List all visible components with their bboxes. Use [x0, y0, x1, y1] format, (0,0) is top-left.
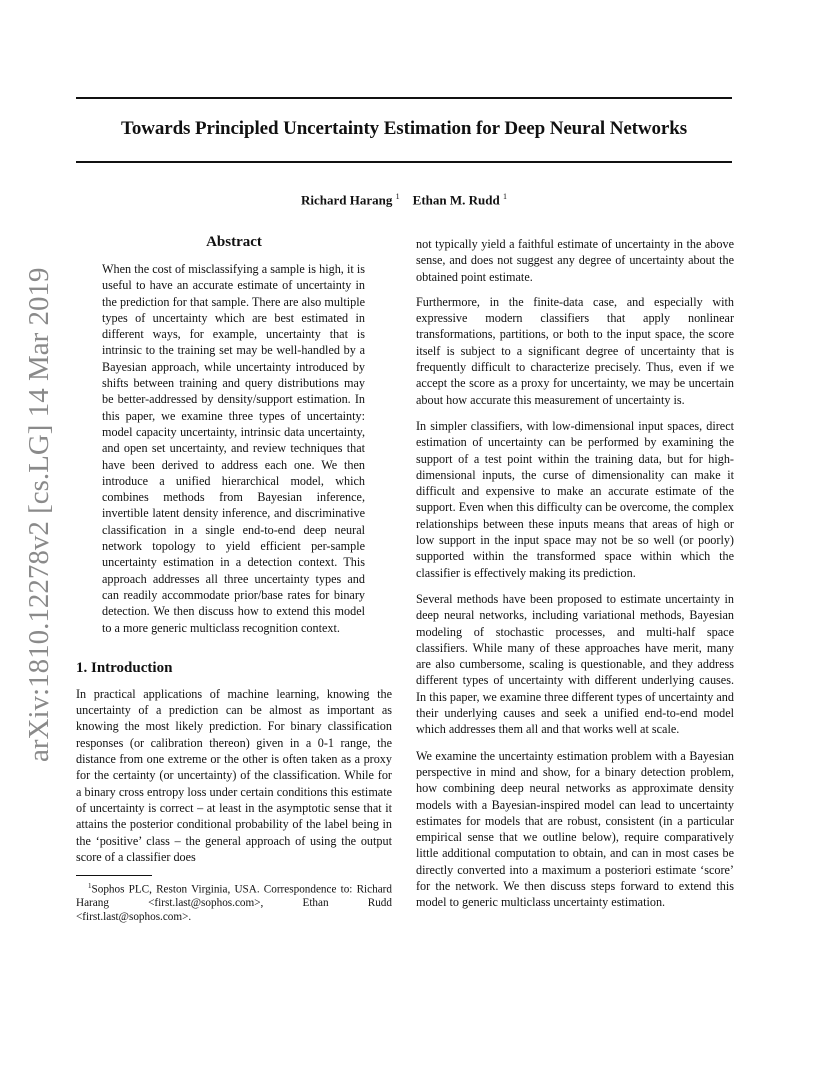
- intro-paragraph-5: We examine the uncertainty estimation problem with a Bayesian perspective in mind and show, for a binary detection problem, how combining deep neural networks as approximate density models with a Bayesian-inspired model can lead to uncertainty estimates for models that are robust, consistent (in a particular empirical sense that we outline below), require comparatively little additional computation to obtain, and can in most cases be directly converted into a maximum a posteriori estimate ‘score’ for the network. We then discuss steps forward to extend this model to generic multiclass uncertainty estimation.: [416, 748, 734, 910]
- intro-paragraph-4: Several methods have been proposed to estimate uncertainty in deep neural networks, including variational methods, Bayesian modeling of stochastic processes, and multi-half space classifiers. While many of these approaches have merit, many are also cumbersome, scaling is questionable, and they address different types of uncertainty with different underlying causes. In this paper, we examine three different types of uncertainty and their underlying causes and seek a unified end-to-end model which addresses them all and that works well at scale.: [416, 591, 734, 737]
- right-column: [416, 236, 734, 921]
- abstract-text: When the cost of misclassifying a sample is high, it is useful to have an accurate estimate of uncertainty in the prediction for that sample. There are also multiple types of uncertainty which are best estimated in different ways, for example, uncertainty that is intrinsic to the training set may be well-handled by a Bayesian approach, while uncertainty introduced by shifts between training and query distributions may be better-addressed by density/support estimation. In this paper, we examine three types of uncertainty: model capacity uncertainty, intrinsic data uncertainty, and open set uncertainty, and review techniques that have been derived to address each one. We then introduce a unified hierarchical model, which combines methods from Bayesian inference, invertible latent density inference, and discriminative classification in a single end-to-end deep neural network topology to yield efficient per-sample uncertainty estimation in a detection context. This approach addresses all three uncertainty types and can readily accommodate prior/base rates for binary detection. We then discuss how to extend this model to a more generic multiclass recognition context.: [102, 262, 365, 635]
- arxiv-stamp: arXiv:1810.12278v2 [cs.LG] 14 Mar 2019: [23, 267, 55, 762]
- intro-paragraph-2: Furthermore, in the finite-data case, and especially with expressive modern classifiers that apply nonlinear transformations, partitions, or both to the input space, the score itself is subject to a significant degree of uncertainty that is frequently difficult to characterize precisely. Thus, even if we accept the score as a proxy for uncertainty, we may be uncertain about how accurate this measurement of uncertainty is.: [416, 294, 734, 407]
- author-name: Richard Harang: [301, 192, 393, 208]
- left-column: [76, 234, 392, 924]
- footnote-text: Sophos PLC, Reston Virginia, USA. Correspondence to: Richard Harang <first.last@sophos.com>, Ethan Rudd <first.last@sophos.com>.: [76, 883, 392, 923]
- footnote: [76, 880, 392, 924]
- affiliation-mark: 1: [395, 192, 400, 201]
- title-rule-top: [76, 97, 732, 99]
- affiliation-mark: 1: [502, 192, 507, 201]
- intro-paragraph-1: In practical applications of machine learning, knowing the uncertainty of a prediction can be almost as important as knowing the most likely prediction. For binary classification responses (or calibration thereon) given in a 0-1 range, the distance from one extreme or the other is often taken as a proxy for the certainty (or uncertainty) of the classification. While for a binary cross entropy loss under certain conditions this estimate of uncertainty is correct – at least in the asymptotic sense that it attains the posterior conditional probability of the label being in the ‘positive’ class – the general approach of using the output score of a classifier does: [76, 686, 392, 864]
- author-name: Ethan M. Rudd: [412, 192, 500, 208]
- abstract-heading: Abstract: [206, 234, 262, 250]
- footnote-mark: 1: [88, 882, 92, 891]
- section-heading-introduction: 1. Introduction: [76, 659, 173, 676]
- intro-paragraph-1-continued: not typically yield a faithful estimate of uncertainty in the above sense, and does not suggest any degree of uncertainty about the obtained point estimate.: [416, 237, 734, 284]
- footnote-rule: [76, 875, 152, 876]
- intro-paragraph-3: In simpler classifiers, with low-dimensional input spaces, direct estimation of uncertainty can be performed by examining the support of a test point within the training data, but for high-dimensional inputs, the curse of dimensionality can make it difficult and expensive to make an accurate estimate of the support. Even when this difficulty can be overcome, the complex relationships between these inputs means that areas of high or low support in the input space may not be so well (or poorly) supported within the transformed space within which the classifier is effectively making its prediction.: [416, 418, 734, 580]
- title-rule-bottom: [76, 161, 732, 163]
- paper-title: Towards Principled Uncertainty Estimation for Deep Neural Networks: [121, 118, 687, 139]
- author-list: [76, 192, 732, 208]
